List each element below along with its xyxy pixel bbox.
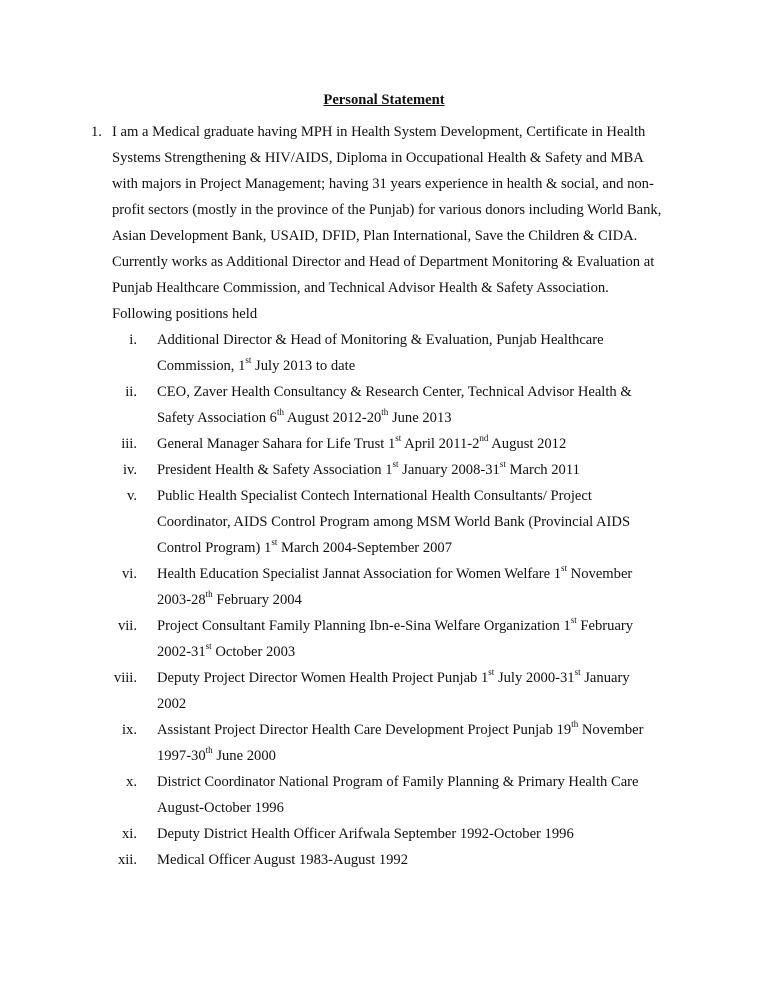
list-item-text: Assistant Project Director Health Care Development Project Punjab 19th November 1997-30th June 2000 xyxy=(157,719,644,764)
list-item-text: Deputy Project Director Women Health Project Punjab 1st July 2000-31st January 2002 xyxy=(157,667,630,712)
list-item-number: vii. xyxy=(117,618,137,634)
list-item xyxy=(0,847,768,873)
item-number: 1. xyxy=(91,124,102,140)
list-item xyxy=(0,665,768,717)
list-item xyxy=(0,327,768,379)
list-item-number: ii. xyxy=(125,384,137,400)
list-item-number: ix. xyxy=(122,722,137,738)
list-item-text: District Coordinator National Program of Family Planning & Primary Health Care August-October 1996 xyxy=(157,774,639,816)
list-item-number: xii. xyxy=(117,852,137,868)
list-item-text: Project Consultant Family Planning Ibn-e-Sina Welfare Organization 1st February 2002-31st October 2003 xyxy=(157,615,634,660)
list-item xyxy=(0,457,768,483)
list-item-text: CEO, Zaver Health Consultancy & Research Center, Technical Advisor Health & Safety Association 6th August 2012-20th June 2013 xyxy=(157,384,632,426)
list-item-text: Public Health Specialist Contech International Health Consultants/ Project Coordinator, AIDS Control Program among MSM World Bank (Provincial AIDS Control Program) 1st March 2004-September 2007 xyxy=(157,488,631,556)
list-item-number: iii. xyxy=(121,436,137,452)
positions-list xyxy=(0,327,768,873)
list-item xyxy=(0,613,768,665)
list-item-number: i. xyxy=(129,332,137,348)
list-item-text: Medical Officer August 1983-August 1992 xyxy=(157,852,409,868)
intro-paragraph: I am a Medical graduate having MPH in Health System Development, Certificate in Health Systems Strengthening & HIV/AIDS, Diploma in Occupational Health & Safety and MBA with majors in Project Management; having 31 years experience in health & social, and non-profit sectors (mostly in the province of the Punjab) for various donors including World Bank, Asian Development Bank, USAID, DFID, Plan International, Save the Children & CIDA. Currently works as Additional Director and Head of Department Monitoring & Evaluation at Punjab Healthcare Commission, and Technical Advisor Health & Safety Association. Following positions held xyxy=(112,124,662,322)
list-item-text: Additional Director & Head of Monitoring & Evaluation, Punjab Healthcare Commission, 1st July 2013 to date xyxy=(157,332,604,374)
list-item-number: x. xyxy=(126,774,137,790)
list-item-number: viii. xyxy=(113,670,137,686)
list-item-number: vi. xyxy=(122,566,137,582)
list-item xyxy=(0,821,768,847)
list-item xyxy=(0,379,768,431)
list-item-number: iv. xyxy=(122,462,137,478)
list-item-number: xi. xyxy=(122,826,137,842)
list-item-text: Deputy District Health Officer Arifwala September 1992-October 1996 xyxy=(157,826,574,842)
list-item xyxy=(0,431,768,457)
page-title: Personal Statement xyxy=(323,92,445,108)
list-item-number: v. xyxy=(127,488,137,504)
list-item xyxy=(0,769,768,821)
list-item xyxy=(0,717,768,769)
list-item xyxy=(0,561,768,613)
list-item xyxy=(0,483,768,561)
list-item-text: President Health & Safety Association 1st January 2008-31st March 2011 xyxy=(157,459,580,478)
list-item-text: General Manager Sahara for Life Trust 1st April 2011-2nd August 2012 xyxy=(157,433,567,452)
list-item-text: Health Education Specialist Jannat Association for Women Welfare 1st November 2003-28th February 2004 xyxy=(157,563,633,608)
